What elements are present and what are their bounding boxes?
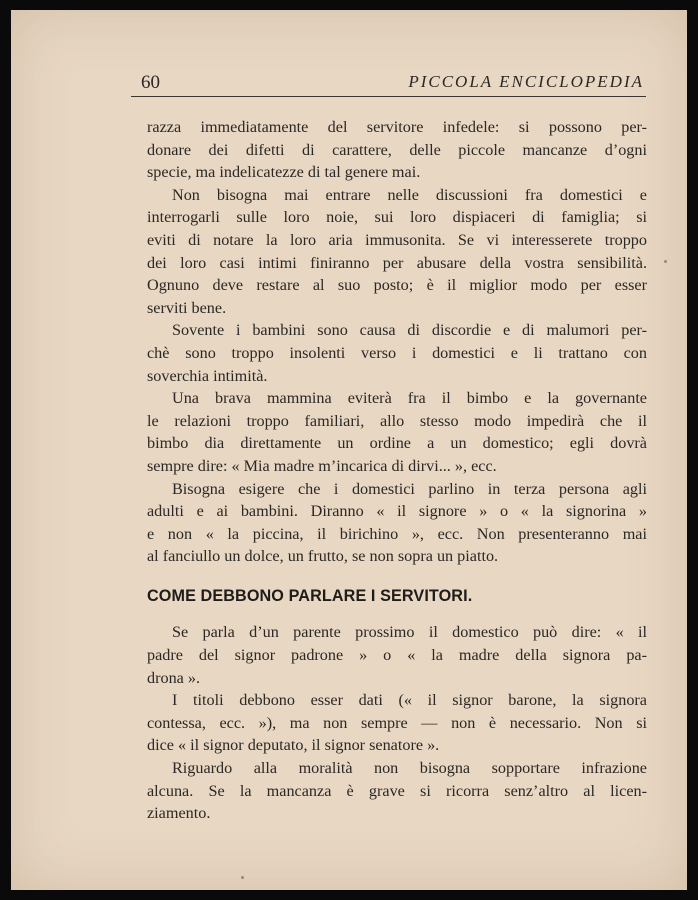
paragraph — [147, 689, 647, 757]
text-line: Non bisogna mai entrare nelle discussioni fra domestici e — [172, 185, 647, 204]
text-line: le relazioni troppo familiari, allo stesso modo impedirà che il — [147, 411, 647, 430]
text-line: bimbo dia direttamente un ordine a un domestico; egli dovrà — [147, 434, 647, 453]
text-line: eviti di notare la loro aria immusonita. Se vi interesserete troppo — [147, 230, 647, 249]
paragraph — [147, 116, 647, 184]
paragraph — [147, 319, 647, 387]
paragraph — [147, 757, 647, 825]
book-page — [11, 10, 687, 890]
paragraphs-before-heading — [147, 116, 647, 568]
text-line: Sovente i bambini sono causa di discordie e di malumori per- — [172, 321, 647, 340]
text-line: e non « la piccina, il birichino », ecc. Non presenteranno mai — [147, 524, 647, 543]
text-line: serviti bene. — [147, 298, 227, 317]
text-line: contessa, ecc. »), ma non sempre — non è necessario. Non si — [147, 713, 647, 732]
text-line: dei loro casi intimi finiranno per abusare della vostra sensibilità. — [147, 253, 647, 272]
text-line: donare dei difetti di carattere, delle piccole mancanze d’ogni — [147, 140, 647, 159]
section-heading: COME DEBBONO PARLARE I SERVITORI. — [147, 586, 473, 605]
text-line: al fanciullo un dolce, un frutto, se non sopra un piatto. — [147, 547, 499, 566]
text-line: chè sono troppo insolenti verso i domestici e li trattano con — [147, 343, 647, 362]
text-line: Se parla d’un parente prossimo il domestico può dire: « il — [172, 623, 647, 642]
text-line: Riguardo alla moralità non bisogna sopportare infrazione — [172, 759, 647, 778]
text-line: I titoli debbono esser dati (« il signor barone, la signora — [172, 691, 647, 710]
text-line: drona ». — [147, 668, 201, 687]
paragraph — [147, 387, 647, 477]
page-body — [147, 116, 647, 825]
text-line: padre del signor padrone » o « la madre della signora pa- — [147, 646, 647, 665]
text-line: adulti e ai bambini. Diranno « il signore » o « la signorina » — [147, 502, 647, 521]
paragraph — [147, 184, 647, 320]
text-line: sempre dire: « Mia madre m’incarica di dirvi... », ecc. — [147, 456, 497, 475]
running-title: PICCOLA ENCICLOPEDIA — [408, 72, 644, 91]
text-line: dice « il signor deputato, il signor senatore ». — [147, 736, 440, 755]
paragraph — [147, 621, 647, 689]
paper-speck — [241, 876, 244, 879]
text-line: Bisogna esigere che i domestici parlino in terza persona agli — [172, 479, 647, 498]
paragraph — [147, 478, 647, 568]
text-line: soverchia intimità. — [147, 366, 268, 385]
paragraphs-after-heading — [147, 621, 647, 824]
text-line: Ognuno deve restare al suo posto; è il miglior modo per esser — [147, 276, 647, 295]
text-line: razza immediatamente del servitore infedele: si possono per- — [147, 118, 647, 136]
text-line: alcuna. Se la mancanza è grave si ricorra senz’altro al licen- — [147, 781, 647, 800]
page-header — [131, 62, 646, 97]
text-line: interrogarli sulle loro noie, sui loro dispiaceri di famiglia; si — [147, 208, 647, 227]
text-line: ziamento. — [147, 804, 211, 823]
text-line: Una brava mammina eviterà fra il bimbo e la governante — [172, 389, 647, 408]
text-line: specie, ma indelicatezze di tal genere mai. — [147, 163, 421, 182]
page-number: 60 — [141, 72, 160, 93]
paper-speck — [664, 260, 667, 263]
